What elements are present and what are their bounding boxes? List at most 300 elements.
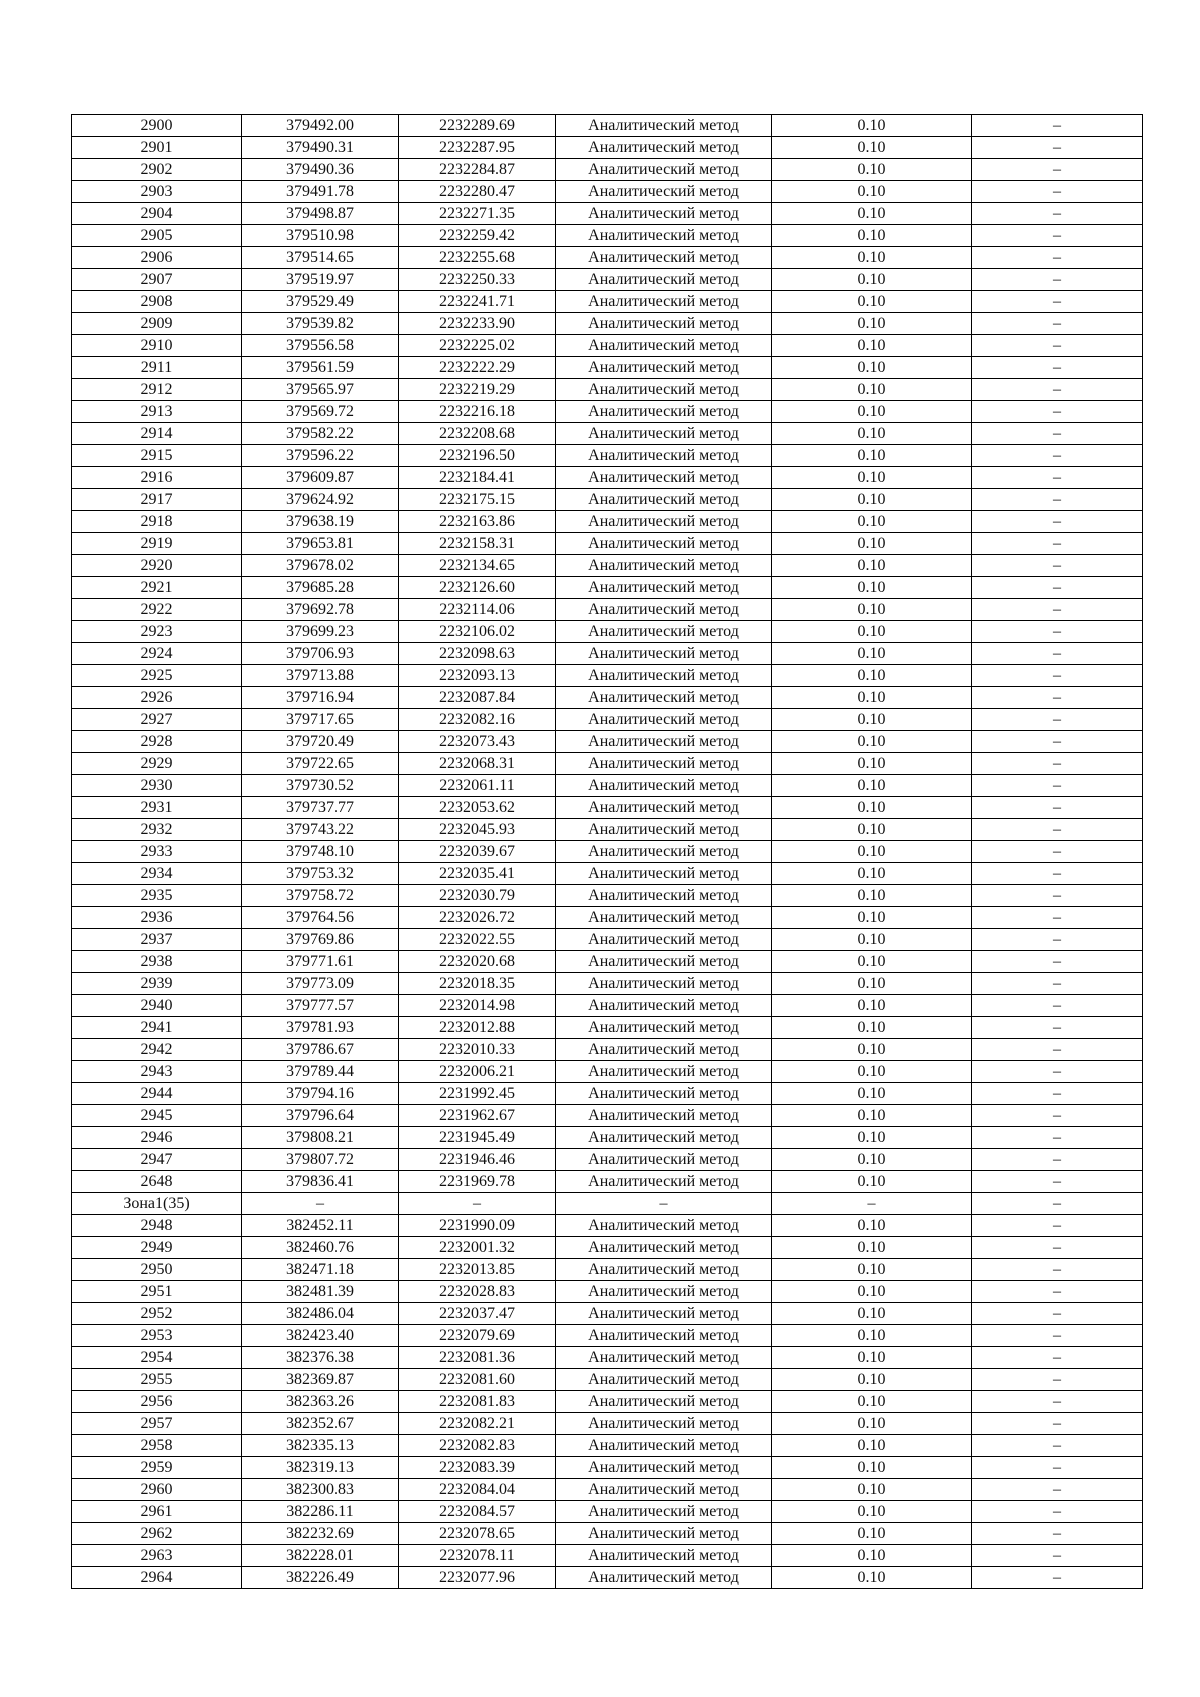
point-number-cell: 2960	[72, 1479, 242, 1501]
point-number-cell: 2961	[72, 1501, 242, 1523]
y-coordinate-cell: –	[399, 1193, 556, 1215]
point-number-cell: 2956	[72, 1391, 242, 1413]
accuracy-cell: 0.10	[772, 665, 972, 687]
table-row	[72, 1303, 1143, 1325]
method-cell: Аналитический метод	[556, 1457, 772, 1479]
table-row	[72, 1523, 1143, 1545]
method-cell: Аналитический метод	[556, 489, 772, 511]
table-row	[72, 203, 1143, 225]
point-number-cell: 2924	[72, 643, 242, 665]
x-coordinate-cell: 382319.13	[242, 1457, 399, 1479]
accuracy-cell: 0.10	[772, 1391, 972, 1413]
table-row	[72, 555, 1143, 577]
point-number-cell: 2916	[72, 467, 242, 489]
point-number-cell: Зона1(35)	[72, 1193, 242, 1215]
accuracy-cell: 0.10	[772, 995, 972, 1017]
accuracy-cell: 0.10	[772, 401, 972, 423]
point-number-cell: 2939	[72, 973, 242, 995]
table-row	[72, 335, 1143, 357]
method-cell: Аналитический метод	[556, 247, 772, 269]
point-number-cell: 2907	[72, 269, 242, 291]
x-coordinate-cell: 379764.56	[242, 907, 399, 929]
method-cell: Аналитический метод	[556, 357, 772, 379]
point-number-cell: 2922	[72, 599, 242, 621]
y-coordinate-cell: 2232006.21	[399, 1061, 556, 1083]
y-coordinate-cell: 2232083.39	[399, 1457, 556, 1479]
method-cell: Аналитический метод	[556, 1017, 772, 1039]
x-coordinate-cell: 379498.87	[242, 203, 399, 225]
y-coordinate-cell: 2232053.62	[399, 797, 556, 819]
note-cell: –	[972, 665, 1143, 687]
table-row	[72, 1391, 1143, 1413]
point-number-cell: 2904	[72, 203, 242, 225]
note-cell: –	[972, 885, 1143, 907]
accuracy-cell: 0.10	[772, 1501, 972, 1523]
note-cell: –	[972, 643, 1143, 665]
method-cell: Аналитический метод	[556, 1149, 772, 1171]
table-row	[72, 247, 1143, 269]
note-cell: –	[972, 1215, 1143, 1237]
method-cell: Аналитический метод	[556, 1413, 772, 1435]
table-row	[72, 1413, 1143, 1435]
y-coordinate-cell: 2232184.41	[399, 467, 556, 489]
accuracy-cell: 0.10	[772, 335, 972, 357]
point-number-cell: 2901	[72, 137, 242, 159]
method-cell: Аналитический метод	[556, 225, 772, 247]
y-coordinate-cell: 2231962.67	[399, 1105, 556, 1127]
accuracy-cell: 0.10	[772, 1545, 972, 1567]
x-coordinate-cell: 379556.58	[242, 335, 399, 357]
point-number-cell: 2906	[72, 247, 242, 269]
y-coordinate-cell: 2232233.90	[399, 313, 556, 335]
y-coordinate-cell: 2232087.84	[399, 687, 556, 709]
table-row	[72, 357, 1143, 379]
table-row	[72, 1369, 1143, 1391]
accuracy-cell: 0.10	[772, 1083, 972, 1105]
point-number-cell: 2949	[72, 1237, 242, 1259]
table-row	[72, 797, 1143, 819]
x-coordinate-cell: 382376.38	[242, 1347, 399, 1369]
point-number-cell: 2943	[72, 1061, 242, 1083]
note-cell: –	[972, 907, 1143, 929]
accuracy-cell: 0.10	[772, 599, 972, 621]
point-number-cell: 2903	[72, 181, 242, 203]
table-row	[72, 1149, 1143, 1171]
y-coordinate-cell: 2232241.71	[399, 291, 556, 313]
table-row	[72, 753, 1143, 775]
x-coordinate-cell: 382369.87	[242, 1369, 399, 1391]
y-coordinate-cell: 2232084.57	[399, 1501, 556, 1523]
accuracy-cell: 0.10	[772, 1347, 972, 1369]
x-coordinate-cell: –	[242, 1193, 399, 1215]
y-coordinate-cell: 2232037.47	[399, 1303, 556, 1325]
method-cell: Аналитический метод	[556, 423, 772, 445]
x-coordinate-cell: 379539.82	[242, 313, 399, 335]
method-cell: Аналитический метод	[556, 1105, 772, 1127]
accuracy-cell: 0.10	[772, 885, 972, 907]
y-coordinate-cell: 2232175.15	[399, 489, 556, 511]
note-cell: –	[972, 335, 1143, 357]
point-number-cell: 2950	[72, 1259, 242, 1281]
x-coordinate-cell: 379720.49	[242, 731, 399, 753]
note-cell: –	[972, 1127, 1143, 1149]
point-number-cell: 2929	[72, 753, 242, 775]
note-cell: –	[972, 863, 1143, 885]
point-number-cell: 2942	[72, 1039, 242, 1061]
y-coordinate-cell: 2232255.68	[399, 247, 556, 269]
accuracy-cell: 0.10	[772, 1325, 972, 1347]
point-number-cell: 2915	[72, 445, 242, 467]
x-coordinate-cell: 379569.72	[242, 401, 399, 423]
table-row	[72, 137, 1143, 159]
table-row	[72, 313, 1143, 335]
point-number-cell: 2933	[72, 841, 242, 863]
note-cell: –	[972, 1303, 1143, 1325]
point-number-cell: 2944	[72, 1083, 242, 1105]
note-cell: –	[972, 973, 1143, 995]
note-cell: –	[972, 621, 1143, 643]
method-cell: Аналитический метод	[556, 929, 772, 951]
method-cell: Аналитический метод	[556, 1435, 772, 1457]
y-coordinate-cell: 2232012.88	[399, 1017, 556, 1039]
x-coordinate-cell: 379758.72	[242, 885, 399, 907]
y-coordinate-cell: 2232158.31	[399, 533, 556, 555]
y-coordinate-cell: 2232014.98	[399, 995, 556, 1017]
x-coordinate-cell: 379716.94	[242, 687, 399, 709]
table-row	[72, 1127, 1143, 1149]
note-cell: –	[972, 401, 1143, 423]
table-row	[72, 1259, 1143, 1281]
method-cell: Аналитический метод	[556, 291, 772, 313]
x-coordinate-cell: 382460.76	[242, 1237, 399, 1259]
accuracy-cell: 0.10	[772, 775, 972, 797]
x-coordinate-cell: 379730.52	[242, 775, 399, 797]
method-cell: Аналитический метод	[556, 1281, 772, 1303]
y-coordinate-cell: 2232219.29	[399, 379, 556, 401]
accuracy-cell: 0.10	[772, 445, 972, 467]
note-cell: –	[972, 775, 1143, 797]
method-cell: Аналитический метод	[556, 203, 772, 225]
accuracy-cell: 0.10	[772, 797, 972, 819]
table-row	[72, 159, 1143, 181]
point-number-cell: 2941	[72, 1017, 242, 1039]
note-cell: –	[972, 1149, 1143, 1171]
method-cell: Аналитический метод	[556, 1347, 772, 1369]
method-cell: Аналитический метод	[556, 445, 772, 467]
x-coordinate-cell: 379786.67	[242, 1039, 399, 1061]
x-coordinate-cell: 382363.26	[242, 1391, 399, 1413]
x-coordinate-cell: 382300.83	[242, 1479, 399, 1501]
point-number-cell: 2953	[72, 1325, 242, 1347]
accuracy-cell: 0.10	[772, 863, 972, 885]
x-coordinate-cell: 379771.61	[242, 951, 399, 973]
note-cell: –	[972, 159, 1143, 181]
y-coordinate-cell: 2232084.04	[399, 1479, 556, 1501]
table-row	[72, 489, 1143, 511]
method-cell: Аналитический метод	[556, 1567, 772, 1589]
accuracy-cell: 0.10	[772, 577, 972, 599]
method-cell: Аналитический метод	[556, 841, 772, 863]
table-row	[72, 1237, 1143, 1259]
method-cell: Аналитический метод	[556, 599, 772, 621]
table-row	[72, 687, 1143, 709]
table-row	[72, 1039, 1143, 1061]
y-coordinate-cell: 2232222.29	[399, 357, 556, 379]
note-cell: –	[972, 489, 1143, 511]
table-row	[72, 1501, 1143, 1523]
x-coordinate-cell: 379678.02	[242, 555, 399, 577]
point-number-cell: 2952	[72, 1303, 242, 1325]
point-number-cell: 2945	[72, 1105, 242, 1127]
note-cell: –	[972, 753, 1143, 775]
method-cell: Аналитический метод	[556, 313, 772, 335]
method-cell: Аналитический метод	[556, 885, 772, 907]
table-row	[72, 841, 1143, 863]
point-number-cell: 2921	[72, 577, 242, 599]
x-coordinate-cell: 379743.22	[242, 819, 399, 841]
x-coordinate-cell: 382232.69	[242, 1523, 399, 1545]
method-cell: Аналитический метод	[556, 951, 772, 973]
x-coordinate-cell: 379490.36	[242, 159, 399, 181]
table-row	[72, 533, 1143, 555]
table-row	[72, 863, 1143, 885]
point-number-cell: 2928	[72, 731, 242, 753]
method-cell: Аналитический метод	[556, 1127, 772, 1149]
accuracy-cell: 0.10	[772, 731, 972, 753]
table-row	[72, 1479, 1143, 1501]
accuracy-cell: 0.10	[772, 643, 972, 665]
y-coordinate-cell: 2232216.18	[399, 401, 556, 423]
y-coordinate-cell: 2232081.60	[399, 1369, 556, 1391]
point-number-cell: 2947	[72, 1149, 242, 1171]
method-cell: Аналитический метод	[556, 973, 772, 995]
x-coordinate-cell: 379596.22	[242, 445, 399, 467]
table-row	[72, 1017, 1143, 1039]
point-number-cell: 2959	[72, 1457, 242, 1479]
y-coordinate-cell: 2232030.79	[399, 885, 556, 907]
method-cell: Аналитический метод	[556, 1083, 772, 1105]
accuracy-cell: 0.10	[772, 423, 972, 445]
method-cell: Аналитический метод	[556, 1039, 772, 1061]
method-cell: Аналитический метод	[556, 643, 772, 665]
accuracy-cell: 0.10	[772, 269, 972, 291]
table-row	[72, 665, 1143, 687]
point-number-cell: 2957	[72, 1413, 242, 1435]
accuracy-cell: 0.10	[772, 1061, 972, 1083]
accuracy-cell: 0.10	[772, 1237, 972, 1259]
note-cell: –	[972, 1413, 1143, 1435]
x-coordinate-cell: 382471.18	[242, 1259, 399, 1281]
x-coordinate-cell: 379748.10	[242, 841, 399, 863]
y-coordinate-cell: 2232289.69	[399, 115, 556, 137]
note-cell: –	[972, 533, 1143, 555]
point-number-cell: 2940	[72, 995, 242, 1017]
note-cell: –	[972, 819, 1143, 841]
note-cell: –	[972, 1105, 1143, 1127]
accuracy-cell: 0.10	[772, 621, 972, 643]
accuracy-cell: 0.10	[772, 489, 972, 511]
accuracy-cell: 0.10	[772, 357, 972, 379]
note-cell: –	[972, 687, 1143, 709]
method-cell: Аналитический метод	[556, 907, 772, 929]
x-coordinate-cell: 379582.22	[242, 423, 399, 445]
table-row	[72, 1061, 1143, 1083]
accuracy-cell: 0.10	[772, 1479, 972, 1501]
method-cell: Аналитический метод	[556, 1479, 772, 1501]
method-cell: Аналитический метод	[556, 995, 772, 1017]
note-cell: –	[972, 1281, 1143, 1303]
point-number-cell: 2920	[72, 555, 242, 577]
method-cell: Аналитический метод	[556, 1237, 772, 1259]
y-coordinate-cell: 2232078.65	[399, 1523, 556, 1545]
note-cell: –	[972, 1193, 1143, 1215]
accuracy-cell: 0.10	[772, 137, 972, 159]
y-coordinate-cell: 2232126.60	[399, 577, 556, 599]
point-number-cell: 2946	[72, 1127, 242, 1149]
point-number-cell: 2913	[72, 401, 242, 423]
point-number-cell: 2905	[72, 225, 242, 247]
x-coordinate-cell: 379492.00	[242, 115, 399, 137]
point-number-cell: 2900	[72, 115, 242, 137]
method-cell: Аналитический метод	[556, 1303, 772, 1325]
table-row	[72, 401, 1143, 423]
point-number-cell: 2962	[72, 1523, 242, 1545]
table-row	[72, 181, 1143, 203]
note-cell: –	[972, 1017, 1143, 1039]
y-coordinate-cell: 2232078.11	[399, 1545, 556, 1567]
x-coordinate-cell: 382226.49	[242, 1567, 399, 1589]
x-coordinate-cell: 379796.64	[242, 1105, 399, 1127]
table-row	[72, 709, 1143, 731]
table-row	[72, 1215, 1143, 1237]
x-coordinate-cell: 379624.92	[242, 489, 399, 511]
note-cell: –	[972, 1171, 1143, 1193]
accuracy-cell: 0.10	[772, 247, 972, 269]
zone-header-row	[72, 1193, 1143, 1215]
accuracy-cell: 0.10	[772, 1171, 972, 1193]
x-coordinate-cell: 379490.31	[242, 137, 399, 159]
method-cell: Аналитический метод	[556, 335, 772, 357]
y-coordinate-cell: 2232039.67	[399, 841, 556, 863]
table-row	[72, 225, 1143, 247]
table-row	[72, 1171, 1143, 1193]
note-cell: –	[972, 797, 1143, 819]
note-cell: –	[972, 599, 1143, 621]
method-cell: Аналитический метод	[556, 577, 772, 599]
method-cell: Аналитический метод	[556, 159, 772, 181]
x-coordinate-cell: 379713.88	[242, 665, 399, 687]
note-cell: –	[972, 445, 1143, 467]
method-cell: Аналитический метод	[556, 1325, 772, 1347]
point-number-cell: 2919	[72, 533, 242, 555]
point-number-cell: 2909	[72, 313, 242, 335]
table-row	[72, 445, 1143, 467]
accuracy-cell: 0.10	[772, 1281, 972, 1303]
note-cell: –	[972, 1435, 1143, 1457]
table-row	[72, 291, 1143, 313]
accuracy-cell: 0.10	[772, 313, 972, 335]
method-cell: Аналитический метод	[556, 753, 772, 775]
note-cell: –	[972, 1479, 1143, 1501]
y-coordinate-cell: 2232280.47	[399, 181, 556, 203]
x-coordinate-cell: 379514.65	[242, 247, 399, 269]
point-number-cell: 2925	[72, 665, 242, 687]
table-row	[72, 423, 1143, 445]
point-number-cell: 2917	[72, 489, 242, 511]
method-cell: Аналитический метод	[556, 181, 772, 203]
accuracy-cell: 0.10	[772, 1039, 972, 1061]
x-coordinate-cell: 379699.23	[242, 621, 399, 643]
table-row	[72, 929, 1143, 951]
method-cell: Аналитический метод	[556, 1171, 772, 1193]
point-number-cell: 2938	[72, 951, 242, 973]
note-cell: –	[972, 929, 1143, 951]
y-coordinate-cell: 2232098.63	[399, 643, 556, 665]
note-cell: –	[972, 181, 1143, 203]
method-cell: Аналитический метод	[556, 1061, 772, 1083]
y-coordinate-cell: 2232045.93	[399, 819, 556, 841]
table-row	[72, 115, 1143, 137]
x-coordinate-cell: 379781.93	[242, 1017, 399, 1039]
x-coordinate-cell: 379722.65	[242, 753, 399, 775]
accuracy-cell: 0.10	[772, 1149, 972, 1171]
x-coordinate-cell: 379565.97	[242, 379, 399, 401]
coordinates-table-body	[72, 115, 1143, 1589]
accuracy-cell: 0.10	[772, 687, 972, 709]
table-row	[72, 511, 1143, 533]
x-coordinate-cell: 379789.44	[242, 1061, 399, 1083]
accuracy-cell: 0.10	[772, 1127, 972, 1149]
x-coordinate-cell: 379609.87	[242, 467, 399, 489]
y-coordinate-cell: 2232163.86	[399, 511, 556, 533]
point-number-cell: 2912	[72, 379, 242, 401]
table-row	[72, 885, 1143, 907]
method-cell: Аналитический метод	[556, 1391, 772, 1413]
note-cell: –	[972, 1259, 1143, 1281]
accuracy-cell: 0.10	[772, 291, 972, 313]
table-row	[72, 1545, 1143, 1567]
accuracy-cell: 0.10	[772, 709, 972, 731]
note-cell: –	[972, 1457, 1143, 1479]
accuracy-cell: 0.10	[772, 1413, 972, 1435]
accuracy-cell: 0.10	[772, 1215, 972, 1237]
accuracy-cell: 0.10	[772, 1105, 972, 1127]
x-coordinate-cell: 379777.57	[242, 995, 399, 1017]
y-coordinate-cell: 2232073.43	[399, 731, 556, 753]
x-coordinate-cell: 379653.81	[242, 533, 399, 555]
y-coordinate-cell: 2232061.11	[399, 775, 556, 797]
point-number-cell: 2930	[72, 775, 242, 797]
table-row	[72, 1325, 1143, 1347]
table-row	[72, 995, 1143, 1017]
point-number-cell: 2908	[72, 291, 242, 313]
method-cell: –	[556, 1193, 772, 1215]
method-cell: Аналитический метод	[556, 1259, 772, 1281]
note-cell: –	[972, 1391, 1143, 1413]
accuracy-cell: 0.10	[772, 1369, 972, 1391]
table-row	[72, 775, 1143, 797]
x-coordinate-cell: 379807.72	[242, 1149, 399, 1171]
method-cell: Аналитический метод	[556, 269, 772, 291]
accuracy-cell: 0.10	[772, 1303, 972, 1325]
point-number-cell: 2926	[72, 687, 242, 709]
x-coordinate-cell: 382228.01	[242, 1545, 399, 1567]
note-cell: –	[972, 1347, 1143, 1369]
table-row	[72, 599, 1143, 621]
accuracy-cell: 0.10	[772, 1017, 972, 1039]
method-cell: Аналитический метод	[556, 555, 772, 577]
point-number-cell: 2934	[72, 863, 242, 885]
